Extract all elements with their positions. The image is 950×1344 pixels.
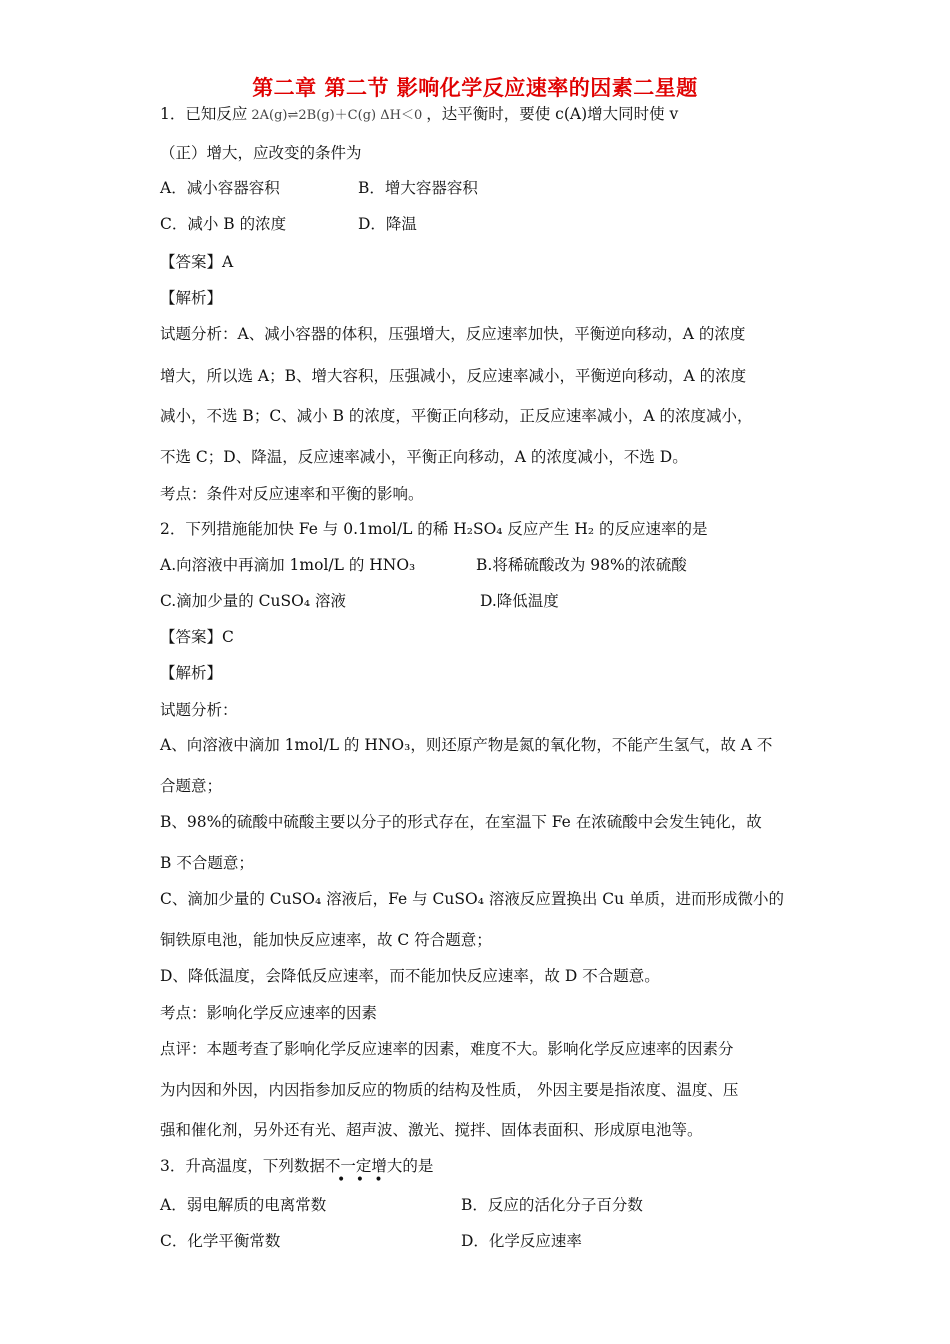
q1-option-a: A．减小容器容积 [160,179,280,197]
q3-stem: 3．升高温度，下列数据不一定增大的是 [160,1157,434,1175]
q2-kaodian: 考点：影响化学反应速率的因素 [160,1004,378,1022]
q2-option-b: B.将稀硫酸改为 98%的浓硫酸 [476,556,687,574]
q2-answer: 【答案】C [160,628,234,646]
q2-analysis-d-line-1: D、降低温度，会降低反应速率，而不能加快反应速率，故 D 不合题意。 [160,967,660,985]
q2-analysis-a-line-2: 合题意； [160,777,223,795]
q2-analysis-label: 【解析】 [160,664,223,682]
q2-analysis-head: 试题分析： [160,701,238,719]
q1-analysis-line-4: 不选 C；D、降温，反应速率减小，平衡正向移动，A 的浓度减小，不选 D。 [160,448,688,466]
q2-option-d: D.降低温度 [480,592,559,610]
q2-stem: 2．下列措施能加快 Fe 与 0.1mol/L 的稀 H₂SO₄ 反应产生 H₂ 的反应速率的是 [160,520,708,538]
q2-option-c: C.滴加少量的 CuSO₄ 溶液 [160,592,346,610]
q2-comment-line-3: 强和催化剂，另外还有光、超声波、激光、搅拌、固体表面积、形成原电池等。 [160,1121,703,1139]
q1-answer: 【答案】A [160,253,234,271]
q3-option-a: A．弱电解质的电离常数 [160,1196,327,1214]
q3-option-b: B．反应的活化分子百分数 [461,1196,643,1214]
page-title: 第二章 第二节 影响化学反应速率的因素二星题 [252,76,698,100]
q1-analysis-label: 【解析】 [160,289,223,307]
q1-stem [160,104,678,126]
q1-kaodian: 考点：条件对反应速率和平衡的影响。 [160,485,424,503]
q1-stem-b: ，达平衡时，要使 c(A)增大同时使 v [426,105,679,123]
q2-analysis-b-line-1: B、98%的硫酸中硫酸主要以分子的形式存在，在室温下 Fe 在浓硫酸中会发生钝化，故 [160,813,762,831]
q1-option-d: D．降温 [358,215,417,233]
q2-option-a: A.向溶液中再滴加 1mol/L 的 HNO₃ [160,556,416,574]
q1-option-b: B．增大容器容积 [358,179,478,197]
q1-analysis-line-3: 减小，不选 B；C、减小 B 的浓度，平衡正向移动，正反应速率减小，A 的浓度减小， [160,407,753,425]
q1-analysis-line-1: 试题分析：A、减小容器的体积，压强增大，反应速率加快，平衡逆向移动，A 的浓度 [160,325,746,343]
q2-comment-line-2: 为内因和外因，内因指参加反应的物质的结构及性质， 外因主要是指浓度、温度、压 [160,1081,739,1099]
q1-stem-continued: （正）增大，应改变的条件为 [160,144,362,162]
q3-option-d: D．化学反应速率 [461,1232,582,1250]
q1-analysis-line-2: 增大，所以选 A；B、增大容积，压强减小，反应速率减小，平衡逆向移动，A 的浓度 [160,367,747,385]
q2-analysis-b-line-2: B 不合题意； [160,854,254,872]
q2-comment-line-1: 点评：本题考查了影响化学反应速率的因素，难度不大。影响化学反应速率的因素分 [160,1040,734,1058]
q1-option-c: C．减小 B 的浓度 [160,215,287,233]
q2-analysis-c-line-2: 铜铁原电池，能加快反应速率，故 C 符合题意； [160,931,492,949]
q3-emphasis-dots: • • • [337,1172,386,1188]
q2-analysis-a-line-1: A、向溶液中滴加 1mol/L 的 HNO₃，则还原产物是氮的氧化物，不能产生氢气，故 A 不 [160,736,773,754]
q3-option-c: C．化学平衡常数 [160,1232,281,1250]
q2-analysis-c-line-1: C、滴加少量的 CuSO₄ 溶液后，Fe 与 CuSO₄ 溶液反应置换出 Cu 单质，进而形成微小的 [160,890,785,908]
q1-equation: 2A(g)⇌2B(g)＋C(g) ΔH＜0 [251,108,423,123]
q1-stem-a: 1．已知反应 [160,105,248,123]
